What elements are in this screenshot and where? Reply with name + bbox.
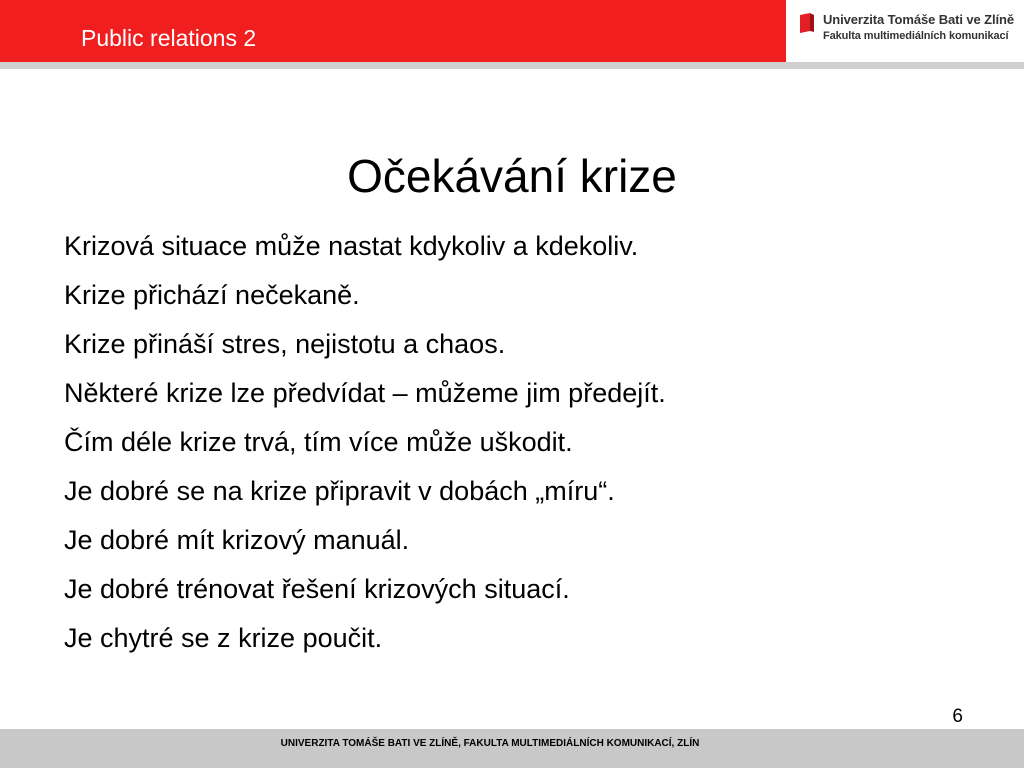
bullet-item: Krize přináší stres, nejistotu a chaos. (64, 329, 506, 359)
bullet-item: Je dobré mít krizový manuál. (64, 525, 410, 555)
bullet-item: Čím déle krize trvá, tím více může uškodit. (64, 427, 573, 457)
header-divider (0, 62, 1024, 69)
slide-title: Očekávání krize (347, 150, 677, 202)
header-title: Public relations 2 (81, 25, 257, 51)
bullet-item: Krize přichází nečekaně. (64, 280, 360, 310)
footer-text: UNIVERZITA TOMÁŠE BATI VE ZLÍNĚ, FAKULTA MULTIMEDIÁLNÍCH KOMUNIKACÍ, ZLÍN (280, 738, 700, 749)
header-bar (0, 0, 786, 62)
bullet-item: Je chytré se z krize poučit. (64, 623, 383, 653)
logo-faculty-name: Fakulta multimediálních komunikací (823, 30, 1009, 42)
logo-university-name: Univerzita Tomáše Bati ve Zlíně (823, 12, 1014, 27)
university-logo (796, 10, 1022, 52)
university-logo-icon (800, 13, 814, 33)
bullet-item: Je dobré se na krize připravit v dobách „míru“. (64, 476, 615, 506)
footer-bar (0, 729, 1024, 768)
bullet-item: Krizová situace může nastat kdykoliv a kdekoliv. (64, 231, 639, 261)
page-number: 6 (952, 706, 963, 727)
bullet-list (64, 222, 666, 663)
bullet-item: Je dobré trénovat řešení krizových situací. (64, 574, 570, 604)
bullet-item: Některé krize lze předvídat – můžeme jim předejít. (64, 378, 666, 408)
